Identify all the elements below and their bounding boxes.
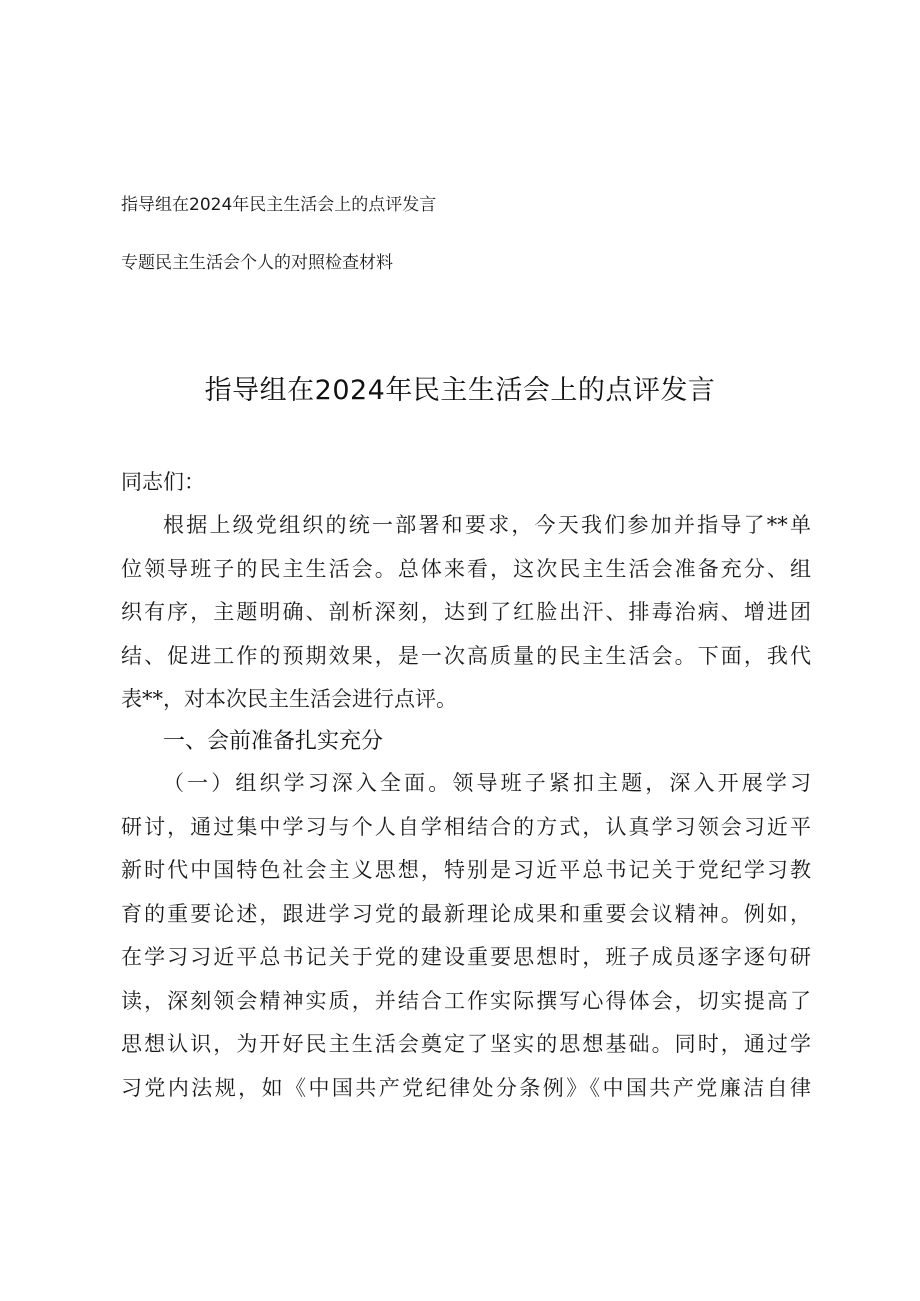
paragraph-line: 习党内法规，如《中国共产党纪律处分条例》《中国共产党廉洁自律 — [121, 1075, 811, 1100]
salutation: 同志们： — [121, 470, 205, 494]
paragraph-line: 结、促进工作的预期效果，是一次高质量的民主生活会。下面，我代 — [121, 643, 811, 668]
toc-entry-self-check-material: 专题民主生活会个人的对照检查材料 — [121, 253, 393, 273]
section-heading: 一、会前准备扎实充分 — [163, 729, 384, 754]
toc-entry-review-speech: 指导组在2024年民主生活会上的点评发言 — [121, 195, 437, 215]
paragraph-line: （一）组织学习深入全面。领导班子紧扣主题，深入开展学习 — [163, 771, 811, 795]
section-paragraph — [121, 762, 811, 1110]
paragraph-line: 在学习习近平总书记关于党的建设重要思想时，班子成员逐字逐句研 — [121, 945, 811, 969]
paragraph-line: 研讨，通过集中学习与个人自学相结合的方式，认真学习领会习近平 — [121, 814, 811, 839]
paragraph-line: 新时代中国特色社会主义思想，特别是习近平总书记关于党纪学习教 — [121, 858, 811, 882]
paragraph-line: 读，深刻领会精神实质，并结合工作实际撰写心得体会，切实提高了 — [121, 988, 811, 1013]
paragraph-line: 表**，对本次民主生活会进行点评。 — [121, 687, 457, 711]
paragraph-line: 根据上级党组织的统一部署和要求，今天我们参加并指导了**单 — [163, 513, 811, 537]
paragraph-line: 育的重要论述，跟进学习党的最新理论成果和重要会议精神。例如， — [121, 901, 811, 926]
paragraph-line: 位领导班子的民主生活会。总体来看，这次民主生活会准备充分、组 — [121, 556, 811, 581]
paragraph-line: 织有序，主题明确、剖析深刻，达到了红脸出汗、排毒治病、增进团 — [121, 600, 811, 624]
document-title: 指导组在2024年民主生活会上的点评发言 — [204, 375, 716, 406]
intro-paragraph — [121, 504, 811, 722]
paragraph-line: 思想认识，为开好民主生活会奠定了坚实的思想基础。同时，通过学 — [121, 1032, 811, 1056]
